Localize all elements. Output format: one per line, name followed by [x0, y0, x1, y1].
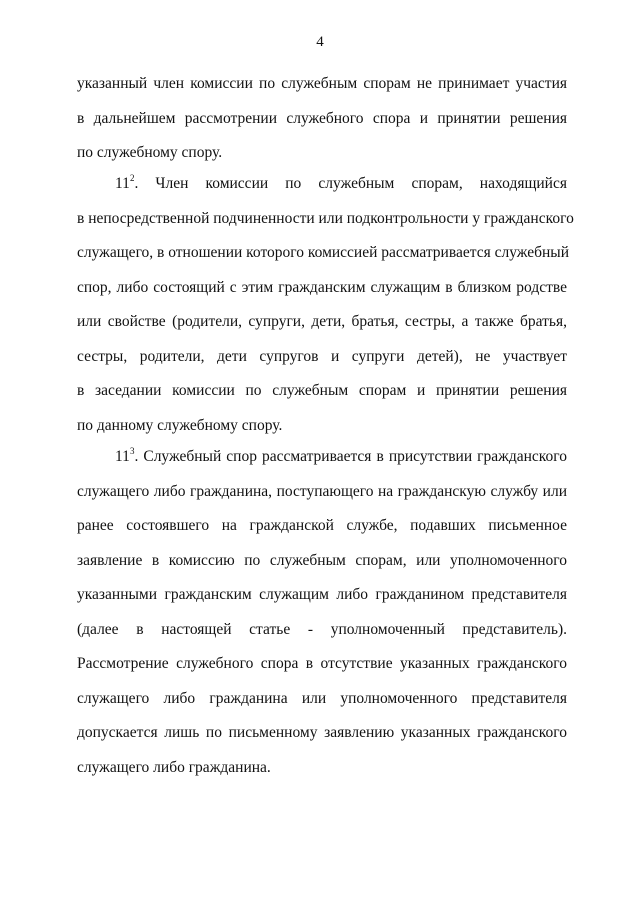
paragraph-1 — [77, 67, 567, 171]
text-line: заявление в комиссию по служебным спорам, или уполномоченного — [77, 551, 567, 569]
paragraph-number: 11 — [115, 448, 130, 465]
paragraph-11-2 — [77, 167, 574, 443]
text-line: Рассмотрение служебного спора в отсутствие указанных гражданского — [77, 655, 567, 672]
text-line: служащего либо гражданина или уполномоченного представителя — [77, 689, 567, 707]
text-line: по служебному спору. — [77, 144, 223, 161]
text-line: ранее состоявшего на гражданской службе, подавших письменное — [77, 517, 567, 534]
text-line: служащего, в отношении которого комиссией рассматривается служебный — [77, 244, 570, 261]
paragraph-11-3 — [77, 440, 567, 785]
text-line: по данному служебному спору. — [77, 416, 283, 434]
paragraph-number-superscript: 3 — [129, 445, 135, 456]
text-line: в непосредственной подчиненности или подконтрольности у гражданского — [77, 209, 574, 227]
text-line: сестры, родители, дети супругов и супруги детей), не участвует — [77, 347, 567, 365]
text-line: служащего либо гражданина. — [77, 758, 271, 776]
text-line: допускается лишь по письменному заявлению указанных гражданского — [77, 724, 567, 741]
paragraph-number: 11 — [115, 175, 130, 192]
paragraph-lead-text: . Член комиссии по служебным спорам, находящийся — [134, 175, 567, 192]
text-line: в заседании комиссии по служебным спорам и принятии решения — [77, 382, 567, 399]
text-line: или свойстве (родители, супруги, дети, братья, сестры, а также братья, — [77, 313, 567, 330]
text-line: спор, либо состоящий с этим гражданским служащим в близком родстве — [77, 278, 567, 296]
text-line: (далее в настоящей статье - уполномоченный представитель). — [77, 620, 567, 638]
text-line: в дальнейшем рассмотрении служебного спора и принятии решения — [77, 109, 567, 127]
paragraph-lead-text: . Служебный спор рассматривается в присутствии гражданского — [134, 448, 567, 465]
text-line: указанными гражданским служащим либо гражданином представителя — [77, 586, 567, 603]
paragraph-number-superscript: 2 — [129, 172, 135, 183]
page-number: 4 — [316, 34, 324, 50]
paragraph-lead-line — [77, 167, 567, 202]
text-line: служащего либо гражданина, поступающего на гражданскую службу или — [77, 482, 567, 500]
paragraph-lead-line — [77, 440, 567, 475]
text-line: указанный член комиссии по служебным спорам не принимает участия — [77, 75, 567, 92]
